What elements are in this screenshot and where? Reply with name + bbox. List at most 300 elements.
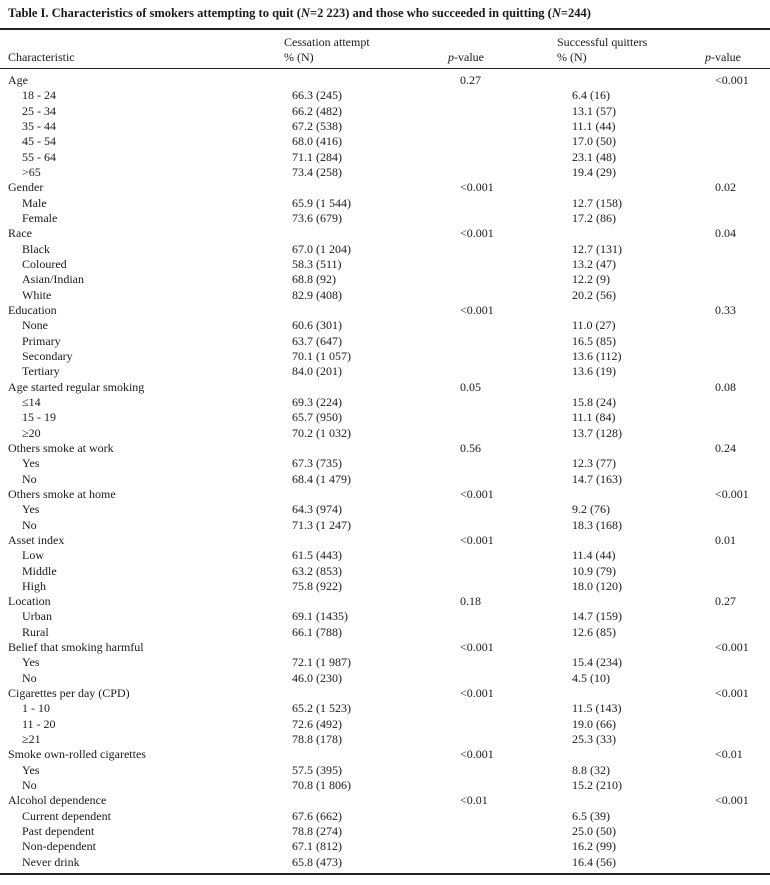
table-row [0,410,770,425]
cell-pvalue-2: 0.04 [715,226,736,241]
cell-quitters [568,73,715,88]
cell-cessation: 67.3 (735) [292,456,342,471]
cell-characteristic: 1 - 10 [22,701,50,716]
cell-pvalue-1: <0.001 [460,686,494,701]
table-row [0,502,770,517]
cell-characteristic: Yes [22,655,40,670]
header-pvalue-2-p: p [705,50,711,64]
cell-pvalue-1: <0.001 [460,180,494,195]
cell-pvalue-2: 0.08 [715,379,736,394]
cell-quitters: 16.5 (85) [572,333,616,348]
title-suffix: =244) [560,6,591,20]
cell-pvalue-2 [715,410,770,425]
cell-pvalue-1 [457,671,568,686]
cell-pvalue-2 [715,548,770,563]
table-row [0,104,770,119]
header-pvalue-1 [448,50,484,65]
cell-pvalue-1: 0.56 [460,440,481,455]
cell-pvalue-2: 0.33 [715,302,736,317]
table-row [0,472,770,487]
cell-pvalue-2 [715,134,770,149]
cell-pvalue-1 [457,824,568,839]
cell-quitters: 18.3 (168) [572,517,622,532]
cell-cessation: 64.3 (974) [292,502,342,517]
table-row [0,579,770,594]
data-table [0,73,770,870]
cell-characteristic: Black [22,241,50,256]
title-prefix: Table I. Characteristics of smokers attempting to quit ( [8,6,301,20]
cell-characteristic: Education [8,302,57,317]
cell-quitters: 12.7 (158) [572,195,622,210]
cell-pvalue-2 [715,150,770,165]
table-group-row [0,793,770,808]
cell-quitters: 11.1 (44) [572,118,616,133]
cell-cessation [288,487,457,502]
cell-cessation: 75.8 (922) [292,578,342,593]
header-cessation-line2: % (N) [284,50,314,64]
cell-cessation: 61.5 (443) [292,548,342,563]
cell-quitters: 15.2 (210) [572,778,622,793]
table-row [0,564,770,579]
cell-cessation: 60.6 (301) [292,318,342,333]
cell-cessation: 63.7 (647) [292,333,342,348]
cell-pvalue-2: <0.001 [715,686,749,701]
cell-quitters: 11.0 (27) [572,318,616,333]
cell-quitters [568,533,715,548]
cell-pvalue-1: 0.05 [460,379,481,394]
cell-cessation [288,73,457,88]
cell-pvalue-2 [715,257,770,272]
cell-pvalue-2: 0.01 [715,532,736,547]
table-row [0,426,770,441]
cell-pvalue-1 [457,732,568,747]
top-rule [0,28,770,30]
cell-characteristic: Past dependent [22,824,95,839]
cell-pvalue-1 [457,288,568,303]
cell-characteristic: Age started regular smoking [8,379,145,394]
header-quitters-line1: Successful quitters [557,35,648,49]
cell-quitters: 6.5 (39) [572,808,610,823]
cell-pvalue-1 [457,502,568,517]
cell-quitters: 13.6 (112) [572,348,622,363]
cell-pvalue-2 [715,364,770,379]
cell-characteristic: Coloured [22,256,67,271]
cell-cessation: 65.9 (1 544) [292,195,351,210]
cell-cessation: 67.0 (1 204) [292,241,351,256]
cell-cessation [288,747,457,762]
cell-characteristic: 18 - 24 [22,88,56,103]
cell-characteristic: Others smoke at home [8,486,116,501]
cell-pvalue-1 [457,211,568,226]
cell-cessation [288,180,457,195]
cell-cessation: 70.8 (1 806) [292,778,351,793]
cell-characteristic: ≥21 [22,732,41,747]
cell-characteristic: Non-dependent [22,839,96,854]
cell-cessation: 67.1 (812) [292,839,342,854]
header-quitters-line2: % (N) [557,50,587,64]
table-row [0,717,770,732]
cell-pvalue-1 [457,625,568,640]
cell-pvalue-2: <0.001 [715,73,749,87]
cell-characteristic: No [22,517,37,532]
cell-quitters [568,487,715,502]
cell-pvalue-2 [715,119,770,134]
table-row [0,119,770,134]
cell-pvalue-2 [715,839,770,854]
cell-pvalue-2 [715,701,770,716]
header-pvalue-2 [705,50,741,65]
cell-quitters: 13.7 (128) [572,425,622,440]
cell-pvalue-2 [715,778,770,793]
cell-cessation: 71.1 (284) [292,149,342,164]
cell-pvalue-1: <0.01 [460,793,488,808]
table-row [0,518,770,533]
cell-cessation [288,640,457,655]
bottom-rule [0,873,770,875]
cell-pvalue-1: <0.001 [460,532,494,547]
table-row [0,778,770,793]
table-group-row [0,441,770,456]
cell-characteristic: Race [8,226,32,241]
cell-cessation: 72.6 (492) [292,716,342,731]
cell-quitters [568,793,715,808]
table-group-row [0,686,770,701]
cell-pvalue-2 [715,272,770,287]
cell-characteristic: Belief that smoking harmful [8,640,144,655]
cell-pvalue-2 [715,88,770,103]
cell-cessation: 70.2 (1 032) [292,425,351,440]
cell-pvalue-1 [457,609,568,624]
cell-cessation: 58.3 (511) [292,256,342,271]
cell-cessation: 73.4 (258) [292,164,342,179]
cell-quitters [568,441,715,456]
cell-cessation: 66.1 (788) [292,624,342,639]
cell-quitters: 10.9 (79) [572,563,616,578]
table-row [0,625,770,640]
table-row [0,318,770,333]
cell-pvalue-2 [715,824,770,839]
cell-quitters: 13.6 (19) [572,364,616,379]
header-cessation-line1: Cessation attempt [284,35,370,49]
cell-characteristic: Smoke own-rolled cigarettes [8,747,146,762]
cell-pvalue-1 [457,272,568,287]
cell-cessation: 72.1 (1 987) [292,655,351,670]
cell-quitters: 25.3 (33) [572,732,616,747]
cell-cessation [288,533,457,548]
cell-characteristic: >65 [22,164,41,179]
cell-quitters: 13.2 (47) [572,256,616,271]
cell-pvalue-1 [457,472,568,487]
table-row [0,395,770,410]
cell-quitters: 11.4 (44) [572,548,616,563]
cell-cessation: 78.8 (274) [292,824,342,839]
cell-cessation: 65.7 (950) [292,410,342,425]
cell-characteristic: Middle [22,563,57,578]
table-row [0,272,770,287]
cell-pvalue-2 [715,196,770,211]
cell-pvalue-1 [457,134,568,149]
cell-cessation: 66.2 (482) [292,103,342,118]
cell-cessation: 70.1 (1 057) [292,348,351,363]
cell-pvalue-1 [457,839,568,854]
table-group-row [0,73,770,88]
table-row [0,349,770,364]
cell-characteristic: ≤14 [22,394,41,409]
cell-characteristic: Secondary [22,348,73,363]
cell-quitters: 19.0 (66) [572,716,616,731]
table-body [0,73,770,870]
table-row [0,763,770,778]
table-row [0,701,770,716]
table-row [0,134,770,149]
cell-cessation: 68.8 (92) [292,272,336,287]
cell-characteristic: None [22,318,48,333]
table-group-row [0,226,770,241]
cell-pvalue-1: <0.001 [460,302,494,317]
title-mid: =2 223) and those who succeeded in quitting ( [309,6,552,20]
cell-quitters: 15.4 (234) [572,655,622,670]
table-group-row [0,487,770,502]
table-row [0,150,770,165]
cell-pvalue-2 [715,564,770,579]
cell-quitters: 11.1 (84) [572,410,616,425]
cell-pvalue-1 [457,518,568,533]
cell-quitters: 14.7 (159) [572,609,622,624]
cell-pvalue-2 [715,518,770,533]
cell-characteristic: ≥20 [22,425,41,440]
cell-pvalue-2 [715,288,770,303]
cell-pvalue-1: 0.27 [460,73,481,87]
table-group-row [0,303,770,318]
table-row [0,334,770,349]
cell-pvalue-1 [457,426,568,441]
cell-pvalue-2: 0.02 [715,180,736,195]
table-row [0,242,770,257]
cell-pvalue-2 [715,334,770,349]
cell-quitters: 25.0 (50) [572,824,616,839]
cell-pvalue-1 [457,88,568,103]
cell-characteristic: Age [8,73,28,87]
cell-pvalue-1 [457,579,568,594]
cell-pvalue-2: <0.001 [715,486,749,501]
cell-pvalue-2 [715,395,770,410]
cell-cessation: 69.1 (1435) [292,609,348,624]
cell-pvalue-1 [457,655,568,670]
cell-characteristic: No [22,778,37,793]
cell-pvalue-1 [457,364,568,379]
cell-pvalue-1 [457,701,568,716]
cell-quitters [568,686,715,701]
header-pvalue-1-rest: -value [454,50,484,64]
cell-quitters: 9.2 (76) [572,502,610,517]
cell-characteristic: Yes [22,502,40,517]
header-rule [0,68,770,69]
table-row [0,257,770,272]
cell-characteristic: Gender [8,180,44,195]
cell-pvalue-1: <0.001 [460,486,494,501]
cell-characteristic: Others smoke at work [8,440,114,455]
cell-cessation: 66.3 (245) [292,88,342,103]
cell-pvalue-2: 0.27 [715,594,736,609]
cell-cessation: 46.0 (230) [292,670,342,685]
cell-pvalue-2 [715,671,770,686]
table-row [0,196,770,211]
cell-pvalue-2 [715,625,770,640]
table-group-row [0,747,770,762]
table-group-row [0,640,770,655]
table-row [0,655,770,670]
cell-pvalue-1: 0.18 [460,594,481,609]
cell-quitters: 8.8 (32) [572,762,610,777]
cell-characteristic: Low [22,548,44,563]
cell-quitters: 16.2 (99) [572,839,616,854]
cell-characteristic: Never drink [22,854,80,869]
cell-quitters: 13.1 (57) [572,103,616,118]
table-row [0,211,770,226]
cell-pvalue-1: <0.001 [460,226,494,241]
cell-characteristic: Current dependent [22,808,111,823]
cell-cessation: 71.3 (1 247) [292,517,351,532]
cell-cessation: 84.0 (201) [292,364,342,379]
cell-quitters: 12.7 (131) [572,241,622,256]
cell-cessation [288,594,457,609]
cell-cessation [288,793,457,808]
table-row [0,288,770,303]
cell-quitters [568,747,715,762]
cell-characteristic: Female [22,210,58,225]
cell-characteristic: Yes [22,456,40,471]
cell-pvalue-1 [457,318,568,333]
cell-pvalue-2 [715,472,770,487]
table-row [0,732,770,747]
cell-characteristic: 11 - 20 [22,716,56,731]
cell-quitters: 15.8 (24) [572,394,616,409]
cell-quitters [568,180,715,195]
table-group-row [0,380,770,395]
cell-pvalue-1 [457,778,568,793]
title-n1: N [300,6,310,20]
cell-characteristic: Male [22,195,47,210]
cell-characteristic: Asset index [8,532,65,547]
table-row [0,609,770,624]
cell-characteristic: No [22,471,37,486]
cell-characteristic: White [22,287,52,302]
cell-cessation: 68.4 (1 479) [292,471,351,486]
cell-characteristic: 35 - 44 [22,118,56,133]
cell-pvalue-1 [457,150,568,165]
table-row [0,165,770,180]
table-group-row [0,533,770,548]
cell-pvalue-1 [457,119,568,134]
cell-quitters [568,640,715,655]
cell-pvalue-2 [715,318,770,333]
cell-pvalue-1 [457,717,568,732]
table-row [0,671,770,686]
cell-pvalue-2 [715,456,770,471]
cell-characteristic: Alcohol dependence [8,793,107,808]
cell-quitters: 16.4 (56) [572,854,616,869]
table-row [0,839,770,854]
cell-quitters [568,594,715,609]
cell-cessation [288,226,457,241]
cell-pvalue-2 [715,211,770,226]
cell-pvalue-2 [715,809,770,824]
cell-cessation: 65.8 (473) [292,854,342,869]
cell-quitters [568,226,715,241]
cell-pvalue-1: <0.001 [460,640,494,655]
cell-pvalue-2 [715,609,770,624]
cell-pvalue-2 [715,242,770,257]
cell-pvalue-1 [457,763,568,778]
cell-cessation: 82.9 (408) [292,287,342,302]
table-row [0,824,770,839]
cell-pvalue-1 [457,334,568,349]
cell-cessation [288,380,457,395]
cell-cessation: 67.2 (538) [292,118,342,133]
cell-cessation: 63.2 (853) [292,563,342,578]
cell-cessation: 67.6 (662) [292,808,342,823]
cell-pvalue-1 [457,456,568,471]
cell-characteristic: 25 - 34 [22,103,56,118]
table-group-row [0,180,770,195]
cell-quitters: 12.6 (85) [572,624,616,639]
cell-pvalue-1 [457,349,568,364]
table-title [8,6,591,21]
table-row [0,88,770,103]
cell-pvalue-2: 0.24 [715,440,736,455]
cell-pvalue-2 [715,579,770,594]
cell-pvalue-1 [457,395,568,410]
cell-pvalue-2 [715,717,770,732]
cell-quitters: 12.2 (9) [572,272,610,287]
cell-cessation: 73.6 (679) [292,210,342,225]
table-row [0,456,770,471]
table-row [0,809,770,824]
title-n2: N [551,6,561,20]
cell-cessation [288,686,457,701]
table-row [0,548,770,563]
cell-quitters: 12.3 (77) [572,456,616,471]
cell-characteristic: 45 - 54 [22,134,56,149]
cell-pvalue-2 [715,502,770,517]
cell-quitters: 6.4 (16) [572,88,610,103]
cell-cessation: 78.8 (178) [292,732,342,747]
table-row [0,364,770,379]
cell-pvalue-2 [715,104,770,119]
cell-pvalue-1 [457,410,568,425]
cell-pvalue-2 [715,655,770,670]
cell-characteristic: No [22,670,37,685]
cell-quitters [568,303,715,318]
cell-characteristic: Asian/Indian [22,272,84,287]
cell-quitters: 11.5 (143) [572,701,622,716]
cell-pvalue-1 [457,257,568,272]
header-characteristic: Characteristic [8,50,75,64]
cell-cessation [288,303,457,318]
cell-cessation: 65.2 (1 523) [292,701,351,716]
cell-characteristic: Location [8,594,51,609]
cell-cessation: 57.5 (395) [292,762,342,777]
cell-pvalue-2 [715,426,770,441]
cell-characteristic: 15 - 19 [22,410,56,425]
cell-quitters: 17.2 (86) [572,210,616,225]
cell-pvalue-2: <0.01 [715,747,743,762]
table-group-row [0,594,770,609]
cell-pvalue-1 [457,242,568,257]
cell-pvalue-1 [457,104,568,119]
cell-cessation: 69.3 (224) [292,394,342,409]
cell-quitters: 14.7 (163) [572,471,622,486]
